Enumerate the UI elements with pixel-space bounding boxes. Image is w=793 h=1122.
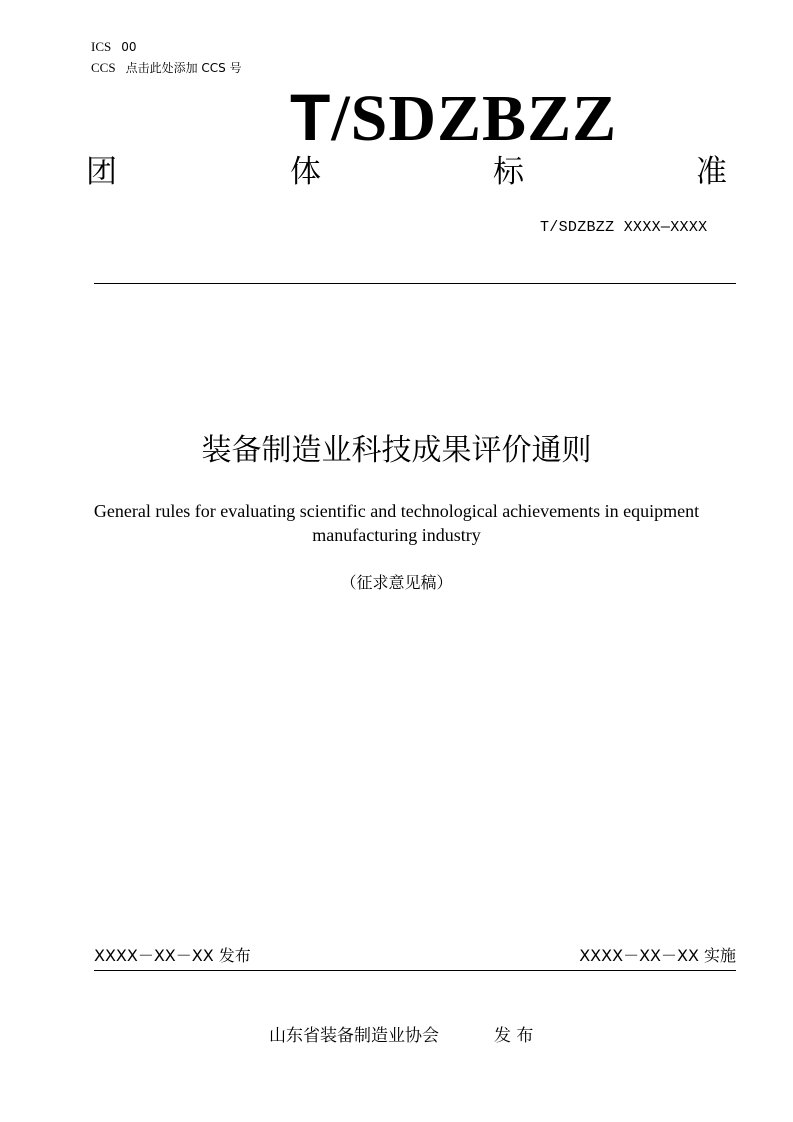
standard-code-logo bbox=[290, 80, 618, 155]
top-divider bbox=[94, 283, 736, 284]
title-english-line-1: General rules for evaluating scientific and technological achievements in equipment bbox=[93, 501, 700, 521]
title-english-line-2: manufacturing industry bbox=[312, 525, 481, 545]
implement-date: XXXX－XX－XX 实施 bbox=[579, 946, 736, 965]
standard-number: T/SDZBZZ XXXX—XXXX bbox=[540, 219, 708, 236]
standard-type-char-3: 标 bbox=[493, 154, 524, 190]
ics-value: 00 bbox=[121, 40, 137, 54]
title-chinese: 装备制造业科技成果评价通则 bbox=[201, 433, 592, 468]
standard-code-rest: /SDZBZZ bbox=[331, 82, 618, 155]
ics-label: ICS bbox=[91, 39, 112, 54]
standard-type-char-4: 准 bbox=[696, 154, 727, 190]
issuer-organization: 山东省装备制造业协会 bbox=[269, 1026, 439, 1046]
standard-type-char-2: 体 bbox=[290, 154, 321, 190]
ccs-value[interactable]: 点击此处添加 CCS 号 bbox=[125, 61, 242, 75]
issuer-action: 发 布 bbox=[494, 1026, 534, 1046]
standard-type-char-1: 团 bbox=[86, 154, 117, 190]
draft-note: （征求意见稿） bbox=[340, 573, 453, 592]
bottom-divider bbox=[94, 970, 736, 971]
ccs-line bbox=[91, 60, 242, 76]
publish-date: XXXX－XX－XX 发布 bbox=[94, 946, 251, 965]
standard-code-prefix: T bbox=[290, 80, 332, 154]
ccs-label: CCS bbox=[91, 60, 116, 75]
ics-line bbox=[91, 39, 137, 55]
